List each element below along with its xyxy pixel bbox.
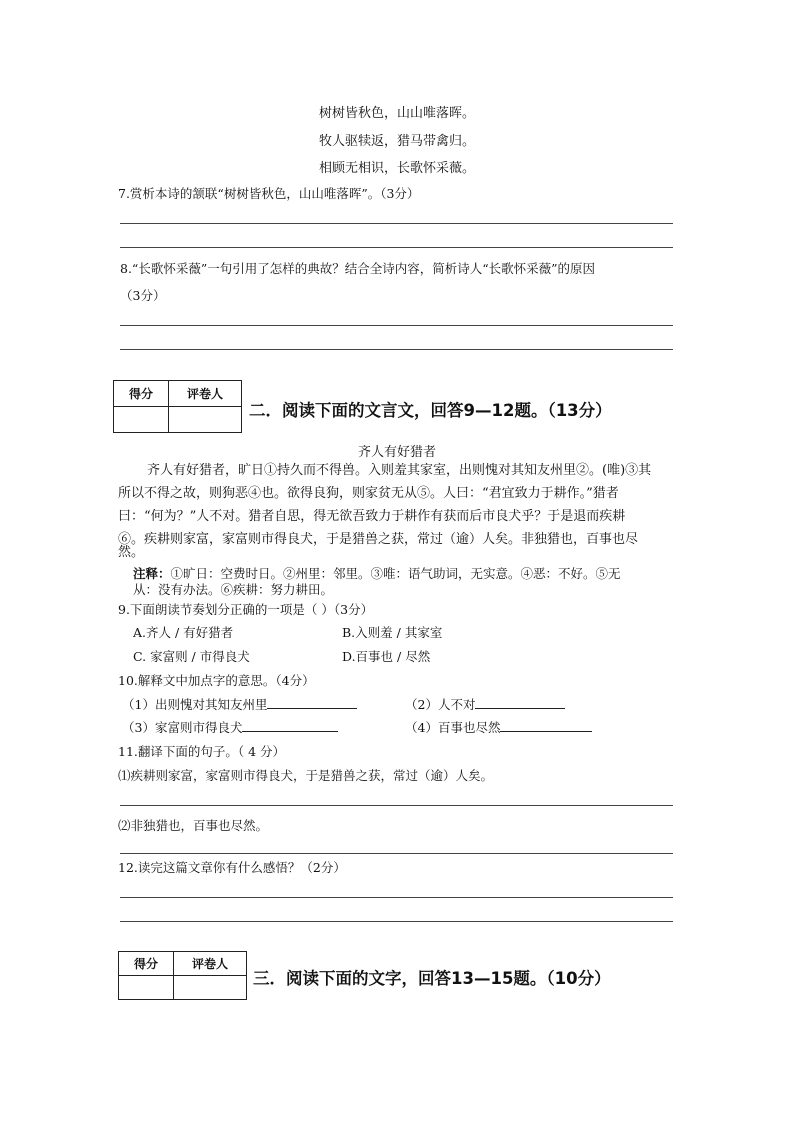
- article-line-2: 所以不得之故，则狗恶④也。欲得良狗，则家贫无从⑤。人曰：“君宜致力于耕作。”猎者: [118, 486, 619, 501]
- poem-line-2: 牧人驱犊返，猎马带禽归。: [318, 134, 475, 149]
- option-d[interactable]: D.百事也 / 尽然: [342, 649, 431, 664]
- q10-item-3: （3）家富则市得良犬: [122, 718, 338, 736]
- q10-item-2: （2）人不对: [405, 695, 565, 713]
- article-line-3: 曰：“何为？”人不对。猎者自思，得无欲吾致力于耕作有获而后市良犬乎？于是退而疾耕: [118, 509, 626, 524]
- question-11: 11.翻译下面的句子。（ 4 分）: [118, 744, 286, 759]
- q10-item-1: （1）出则愧对其知友州里: [122, 695, 357, 713]
- score-table: [113, 380, 242, 433]
- answer-blank[interactable]: [475, 708, 565, 709]
- option-a[interactable]: A.齐人 / 有好猎者: [133, 625, 234, 640]
- article-line-5: 然。: [118, 545, 145, 560]
- grader-label: 评卷人: [169, 381, 242, 407]
- score-table: [118, 951, 247, 1000]
- poem-line-3: 相顾无相识，长歌怀采薇。: [318, 161, 475, 176]
- q10-item-4: （4）百事也尽然: [405, 718, 592, 736]
- q11-sentence-1: ⑴疾耕则家富，家富则市得良犬，于是猎兽之获，常过（逾）人矣。: [118, 768, 494, 783]
- question-8-line-2: （3分）: [120, 288, 166, 303]
- question-10: 10.解释文中加点字的意思。（4分）: [118, 673, 315, 688]
- score-cell[interactable]: [119, 976, 174, 1000]
- answer-line[interactable]: [120, 853, 673, 854]
- score-label: 得分: [119, 952, 174, 976]
- answer-line[interactable]: [120, 223, 673, 224]
- grader-cell[interactable]: [169, 407, 242, 433]
- answer-blank[interactable]: [500, 731, 592, 732]
- notes-line-1: 注释：①旷日：空费时日。②州里：邻里。③唯：语气助词，无实意。④恶：不好。⑤无: [133, 566, 621, 581]
- answer-line[interactable]: [120, 921, 673, 922]
- question-12: 12.读完这篇文章你有什么感悟？（2分）: [118, 860, 346, 875]
- question-8-line-1: 8.“长歌怀采薇”一句引用了怎样的典故？结合全诗内容，简析诗人“长歌怀采薇”的原因: [120, 261, 595, 276]
- section-2-title: 二．阅读下面的文言文，回答9—12题。（13分）: [249, 401, 612, 420]
- answer-line[interactable]: [120, 897, 673, 898]
- notes-line-2: 从：没有办法。⑥疾耕：努力耕田。: [133, 582, 334, 597]
- answer-line[interactable]: [120, 805, 673, 806]
- grader-label: 评卷人: [174, 952, 247, 976]
- answer-line[interactable]: [120, 247, 673, 248]
- answer-blank[interactable]: [242, 731, 338, 732]
- question-7: 7.赏析本诗的颔联“树树皆秋色，山山唯落晖”。（3分）: [118, 186, 420, 201]
- question-9: 9.下面朗读节奏划分正确的一项是（ ）（3分）: [118, 602, 374, 617]
- answer-blank[interactable]: [267, 708, 357, 709]
- notes-label: 注释：: [133, 566, 171, 581]
- article-line-4: ⑥。疾耕则家富，家富则市得良犬，于是猎兽之获，常过（逾）人矣。非独猎也，百事也尽: [118, 532, 639, 547]
- option-b[interactable]: B.入则羞 / 其家室: [342, 625, 443, 640]
- score-cell[interactable]: [114, 407, 169, 433]
- article-title: 齐人有好猎者: [357, 445, 436, 460]
- q11-sentence-2: ⑵非独猎也，百事也尽然。: [118, 818, 269, 833]
- score-label: 得分: [114, 381, 169, 407]
- poem-line-1: 树树皆秋色，山山唯落晖。: [318, 106, 475, 121]
- grader-cell[interactable]: [174, 976, 247, 1000]
- option-c[interactable]: C. 家富则 / 市得良犬: [133, 649, 250, 664]
- section-3-title: 三．阅读下面的文字，回答13—15题。（10分）: [253, 969, 611, 988]
- article-line-1: 齐人有好猎者，旷日①持久而不得兽。入则羞其家室，出则愧对其知友州里②。(唯)③其: [147, 463, 652, 478]
- answer-line[interactable]: [120, 325, 673, 326]
- answer-line[interactable]: [120, 349, 673, 350]
